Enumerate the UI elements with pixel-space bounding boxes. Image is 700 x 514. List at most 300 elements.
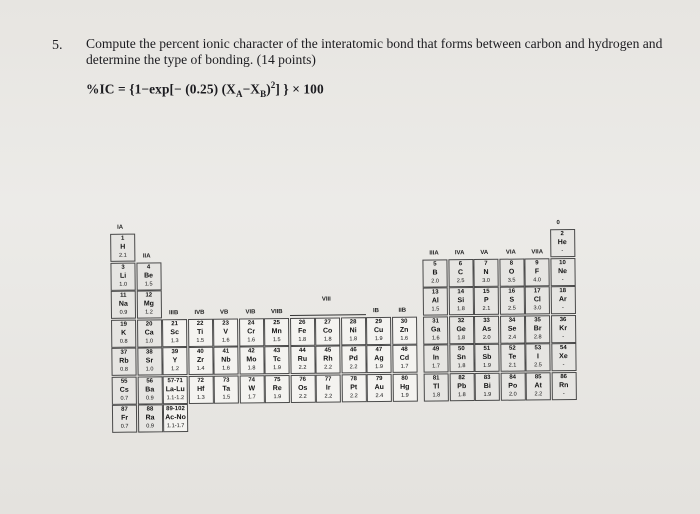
element-symbol: Zn [399, 326, 409, 334]
electronegativity: 0.9 [119, 309, 128, 316]
element-cell [422, 259, 447, 287]
element-symbol: Sb [482, 353, 492, 361]
element-cell [366, 345, 391, 373]
element-cell [188, 347, 213, 375]
electronegativity: 1.8 [323, 336, 332, 343]
element-symbol: S [509, 296, 515, 304]
element-symbol: Cd [399, 354, 410, 362]
atomic-number: 39 [171, 349, 179, 356]
group-label: IB [372, 307, 379, 314]
element-cell [111, 348, 136, 376]
element-symbol: O [508, 268, 515, 276]
question-text: Compute the percent ionic character of the interatomic bond that forms between carbon and hydrogen and determine the type of bonding. (14 points) [86, 36, 663, 67]
element-symbol: Br [533, 324, 542, 332]
atomic-number: 17 [533, 288, 541, 295]
electronegativity: 2.5 [508, 305, 516, 312]
element-symbol: N [483, 268, 489, 276]
element-symbol: Ba [145, 385, 155, 393]
element-cell [315, 317, 340, 345]
element-symbol: Hf [197, 385, 205, 393]
element-cell [162, 319, 187, 347]
element-cell [525, 343, 550, 371]
element-symbol: Re [272, 384, 282, 392]
electronegativity: 2.4 [508, 334, 517, 341]
element-cell [163, 376, 188, 404]
group-label: VIIB [270, 308, 283, 315]
element-cell [525, 315, 550, 343]
element-cell [449, 344, 474, 372]
formula-close: ) [266, 81, 271, 97]
element-cell [137, 376, 162, 404]
element-cell [500, 372, 525, 400]
electronegativity: 2.5 [534, 362, 542, 369]
element-cell [213, 318, 238, 346]
element-symbol: La-Lu [165, 385, 185, 393]
atomic-number: 52 [508, 345, 516, 352]
formula-sub-b: B [260, 89, 267, 100]
electronegativity: 2.5 [456, 277, 465, 284]
element-symbol: Ru [297, 355, 308, 363]
atomic-number: 48 [400, 346, 408, 353]
atomic-number: 46 [349, 347, 357, 354]
atomic-number: 25 [273, 319, 280, 326]
element-cell [239, 346, 264, 374]
element-cell [290, 346, 315, 374]
atomic-number: 13 [431, 289, 439, 296]
electronegativity: 2.2 [534, 390, 543, 397]
element-symbol: B [432, 268, 438, 276]
element-cell [448, 287, 473, 315]
atomic-number: 12 [145, 292, 153, 299]
element-cell [188, 318, 213, 346]
element-symbol: Ag [374, 354, 384, 363]
element-symbol: In [432, 354, 440, 362]
atomic-number: 75 [273, 376, 281, 383]
element-symbol: Mn [271, 327, 282, 335]
atomic-number: 3 [121, 264, 125, 271]
element-symbol: Rh [323, 355, 333, 363]
element-symbol: Co [322, 327, 333, 335]
element-cell [550, 229, 575, 257]
electronegativity: 1.8 [349, 335, 358, 342]
electronegativity: 1.9 [374, 335, 383, 342]
electronegativity: 1.8 [432, 391, 441, 398]
electronegativity: 2.0 [431, 277, 440, 284]
group-label: IIIB [168, 309, 179, 316]
atomic-number: 45 [324, 347, 332, 354]
atomic-number: 32 [457, 317, 465, 324]
element-cell [526, 372, 551, 400]
atomic-number: 89-102 [166, 406, 185, 413]
element-symbol: Sc [170, 328, 179, 336]
element-symbol: Ca [144, 328, 154, 336]
atomic-number: 54 [559, 345, 567, 352]
electronegativity: 1.5 [431, 306, 440, 313]
element-cell [423, 316, 448, 344]
group-label: IVA [454, 249, 465, 256]
element-cell [265, 374, 290, 402]
element-cell [524, 258, 549, 286]
element-cell [137, 347, 162, 375]
atomic-number: 9 [535, 259, 539, 266]
atomic-number: 36 [559, 316, 567, 323]
element-symbol: Fe [298, 327, 307, 335]
element-cell [341, 374, 366, 402]
element-cell [341, 345, 366, 373]
electronegativity: 2.2 [324, 364, 332, 371]
element-cell [473, 258, 498, 286]
electronegativity: 0.8 [120, 366, 128, 373]
element-cell [341, 317, 366, 345]
atomic-number: 18 [559, 288, 567, 295]
element-cell [392, 316, 417, 344]
element-cell [162, 347, 187, 375]
electronegativity: - [561, 305, 564, 312]
group-viii-bracket [289, 314, 366, 316]
element-symbol: Mg [143, 300, 154, 308]
electronegativity: 1.2 [171, 366, 179, 373]
electronegativity: 2.1 [508, 362, 517, 369]
element-cell [499, 258, 524, 286]
electronegativity: 2.2 [298, 393, 307, 400]
atomic-number: 24 [247, 319, 255, 326]
element-cell [475, 372, 500, 400]
element-symbol: As [482, 325, 492, 333]
formula-sub-a: A [235, 89, 243, 100]
electronegativity: 1.5 [144, 280, 153, 287]
atomic-number: 77 [324, 376, 332, 383]
element-symbol: Po [508, 382, 518, 390]
electronegativity: 3.0 [533, 305, 542, 312]
group-label: 0 [556, 220, 560, 227]
atomic-number: 31 [432, 317, 439, 324]
electronegativity: - [562, 333, 565, 340]
atomic-number: 38 [145, 349, 153, 356]
element-symbol: Rn [559, 381, 569, 389]
atomic-number: 1 [120, 235, 125, 242]
atomic-number: 30 [400, 318, 408, 325]
electronegativity: 0.8 [119, 338, 128, 345]
element-symbol: F [534, 267, 540, 275]
atomic-number: 40 [196, 348, 204, 355]
atomic-number: 11 [120, 292, 127, 299]
electronegativity: 4.0 [533, 276, 542, 283]
element-cell [392, 373, 417, 401]
element-symbol: Hg [400, 383, 410, 391]
electronegativity: 1.0 [145, 337, 154, 344]
element-symbol: I [536, 353, 539, 361]
element-cell [499, 287, 524, 315]
atomic-number: 29 [375, 318, 382, 325]
atomic-number: 72 [197, 377, 205, 384]
element-symbol: Ta [222, 385, 231, 393]
element-cell [392, 345, 417, 373]
formula-tail: ] } × 100 [275, 81, 324, 97]
electronegativity: 2.0 [508, 391, 517, 398]
atomic-number: 34 [508, 317, 516, 324]
element-symbol: Li [119, 272, 127, 280]
element-symbol: K [121, 329, 127, 337]
electronegativity: 1.8 [247, 365, 256, 372]
electronegativity: 2.1 [118, 252, 127, 259]
element-cell [367, 373, 392, 401]
electronegativity: 0.9 [146, 423, 155, 430]
atomic-number: 83 [483, 374, 491, 381]
group-label: IVB [194, 309, 205, 316]
element-symbol: Nb [221, 356, 231, 364]
atomic-number: 15 [482, 288, 490, 295]
element-symbol: V [223, 328, 229, 336]
electronegativity: 1.6 [431, 334, 440, 341]
electronegativity: 1.6 [400, 335, 409, 342]
atomic-number: 20 [145, 320, 153, 327]
electronegativity: 1.4 [196, 365, 205, 372]
element-cell [551, 371, 576, 399]
atomic-number: 55 [120, 378, 128, 385]
element-cell [551, 343, 576, 371]
atomic-number: 41 [222, 348, 230, 355]
atomic-number: 88 [146, 406, 154, 413]
atomic-number: 16 [508, 288, 516, 295]
element-symbol: Pb [457, 382, 467, 390]
element-cell [112, 376, 137, 404]
electronegativity: 1.9 [400, 392, 409, 399]
atomic-number: 35 [534, 316, 541, 323]
atomic-number: 85 [534, 373, 542, 380]
electronegativity: 1.6 [222, 365, 230, 372]
element-cell [214, 375, 239, 403]
element-symbol: Tl [433, 382, 440, 390]
element-symbol: Zr [196, 356, 204, 364]
atomic-number: 73 [222, 377, 230, 384]
element-cell [137, 404, 162, 432]
formula-lead: %IC = {1−exp[− (0.25) (X [86, 81, 236, 97]
element-symbol: Xe [559, 353, 568, 361]
electronegativity: 2.2 [298, 364, 307, 371]
element-symbol: Ac-No [165, 414, 186, 422]
electronegativity: 2.2 [349, 364, 358, 371]
element-cell [136, 262, 161, 290]
electronegativity: 1.9 [273, 365, 281, 372]
electronegativity: 1.9 [483, 391, 492, 398]
element-cell [550, 257, 575, 285]
element-symbol: Rb [119, 357, 129, 365]
element-cell [500, 344, 525, 372]
atomic-number: 14 [457, 289, 465, 296]
element-symbol: Fr [121, 414, 129, 422]
electronegativity: 1.8 [298, 336, 307, 343]
electronegativity: 1.2 [145, 309, 153, 316]
element-cell [474, 315, 499, 343]
element-symbol: Ar [558, 296, 567, 304]
element-symbol: Cu [373, 326, 384, 334]
atomic-number: 4 [146, 263, 151, 270]
element-cell [136, 290, 161, 318]
electronegativity: 1.9 [483, 362, 491, 369]
atomic-number: 74 [248, 376, 256, 383]
element-symbol: He [557, 239, 567, 247]
atomic-number: 33 [483, 317, 490, 324]
electronegativity: 0.7 [120, 395, 129, 402]
atomic-number: 26 [298, 319, 306, 326]
atomic-number: 43 [273, 348, 281, 355]
atomic-number: 2 [560, 231, 564, 238]
element-symbol: Tc [273, 356, 281, 364]
element-cell [366, 316, 391, 344]
electronegativity: 1.8 [457, 391, 466, 398]
element-symbol: Al [431, 297, 439, 305]
atomic-number: 5 [433, 260, 437, 267]
group-label: VIB [245, 308, 256, 315]
element-cell [316, 374, 341, 402]
atomic-number: 81 [432, 374, 440, 381]
atomic-number: 8 [509, 260, 514, 267]
group-label: VIII [321, 296, 331, 303]
periodic-table [96, 216, 667, 477]
atomic-number: 37 [120, 349, 128, 356]
element-cell [188, 375, 213, 403]
element-cell [423, 287, 448, 315]
element-symbol: Cs [119, 386, 129, 394]
atomic-number: 6 [458, 260, 463, 267]
element-cell [449, 373, 474, 401]
element-symbol: Ra [145, 414, 155, 422]
element-cell [550, 314, 575, 342]
element-cell [315, 345, 340, 373]
element-symbol: Sr [145, 357, 154, 365]
atomic-number: 23 [222, 320, 229, 327]
electronegativity: 1.8 [457, 306, 465, 313]
question-number: 5. [52, 38, 63, 53]
group-label: VA [480, 249, 489, 256]
atomic-number: 28 [349, 318, 357, 325]
atomic-number: 50 [457, 346, 465, 353]
electronegativity: 0.7 [120, 423, 129, 430]
formula-minus: −X [242, 81, 261, 97]
element-symbol: Na [118, 300, 128, 308]
element-cell [474, 287, 499, 315]
electronegativity: 1.5 [272, 336, 281, 343]
electronegativity: 1.6 [221, 337, 230, 344]
electronegativity: 0.9 [145, 394, 154, 401]
group-label: IA [117, 224, 124, 231]
electronegativity: 1.8 [457, 334, 466, 341]
group-label: VB [219, 309, 229, 316]
atomic-number: 84 [509, 374, 517, 381]
element-symbol: Kr [559, 324, 568, 332]
electronegativity: 1.1-1.2 [166, 394, 185, 401]
atomic-number: 87 [121, 406, 128, 413]
element-symbol: C [457, 268, 464, 276]
element-symbol: Cl [533, 296, 541, 304]
element-symbol: Y [172, 357, 178, 365]
electronegativity: 1.1-1.7 [166, 423, 185, 430]
atomic-number: 47 [375, 347, 383, 354]
element-symbol: Ir [325, 384, 331, 392]
element-symbol: Ga [430, 325, 441, 333]
atomic-number: 44 [298, 347, 306, 354]
atomic-number: 53 [534, 345, 542, 352]
element-cell [111, 291, 136, 319]
atomic-number: 79 [375, 375, 383, 382]
group-label: VIA [505, 249, 516, 256]
electronegativity: - [561, 276, 564, 283]
atomic-number: 57-71 [167, 377, 183, 384]
atomic-number: 80 [401, 375, 409, 382]
electronegativity: 2.0 [482, 334, 491, 341]
electronegativity: - [562, 362, 565, 369]
percent-ionic-formula [86, 80, 324, 99]
atomic-number: 7 [484, 260, 488, 267]
electronegativity: - [562, 390, 565, 397]
electronegativity: 1.5 [222, 394, 231, 401]
atomic-number: 19 [120, 321, 127, 328]
atomic-number: 27 [324, 319, 331, 326]
electronegativity: 1.7 [400, 363, 409, 370]
element-symbol: W [248, 384, 256, 392]
atomic-number: 22 [196, 320, 204, 327]
electronegativity: 1.9 [273, 393, 282, 400]
formula-sup: 2 [270, 80, 276, 90]
group-label: IIA [142, 252, 151, 260]
element-cell [110, 234, 135, 262]
atomic-number: 42 [247, 348, 255, 355]
atomic-number: 49 [432, 346, 440, 353]
element-symbol: Pd [348, 355, 358, 363]
electronegativity: 2.8 [533, 333, 542, 340]
electronegativity: 1.0 [145, 366, 154, 373]
electronegativity: 1.8 [457, 363, 466, 370]
electronegativity: 1.7 [247, 393, 256, 400]
electronegativity: 1.6 [247, 336, 256, 343]
element-symbol: Si [457, 297, 465, 305]
element-symbol: At [534, 381, 542, 389]
element-symbol: Mo [246, 356, 257, 364]
element-cell [264, 346, 289, 374]
element-cell [290, 374, 315, 402]
element-cell [474, 344, 499, 372]
element-symbol: Be [144, 271, 154, 279]
element-symbol: Cr [247, 327, 256, 335]
element-cell [424, 373, 449, 401]
element-cell [264, 317, 289, 345]
electronegativity: 1.0 [119, 281, 128, 288]
element-symbol: Pt [350, 383, 358, 391]
electronegativity: 3.0 [482, 277, 491, 284]
element-cell [423, 344, 448, 372]
electronegativity: 2.1 [482, 305, 491, 312]
atomic-number: 10 [559, 259, 566, 266]
element-cell [112, 405, 137, 433]
element-cell [163, 404, 188, 432]
group-label: VIIA [531, 248, 544, 255]
atomic-number: 86 [560, 373, 568, 380]
element-cell [550, 286, 575, 314]
atomic-number: 51 [483, 345, 491, 352]
element-cell [499, 315, 524, 343]
element-cell [525, 286, 550, 314]
element-cell [290, 317, 315, 345]
atomic-number: 76 [299, 376, 307, 383]
element-symbol: Au [374, 383, 384, 391]
element-symbol: Te [508, 353, 517, 361]
element-symbol: P [483, 296, 489, 304]
electronegativity: 3.5 [507, 277, 516, 284]
electronegativity: 2.2 [349, 392, 358, 399]
element-cell [239, 375, 264, 403]
element-cell [137, 319, 162, 347]
element-cell [449, 316, 474, 344]
